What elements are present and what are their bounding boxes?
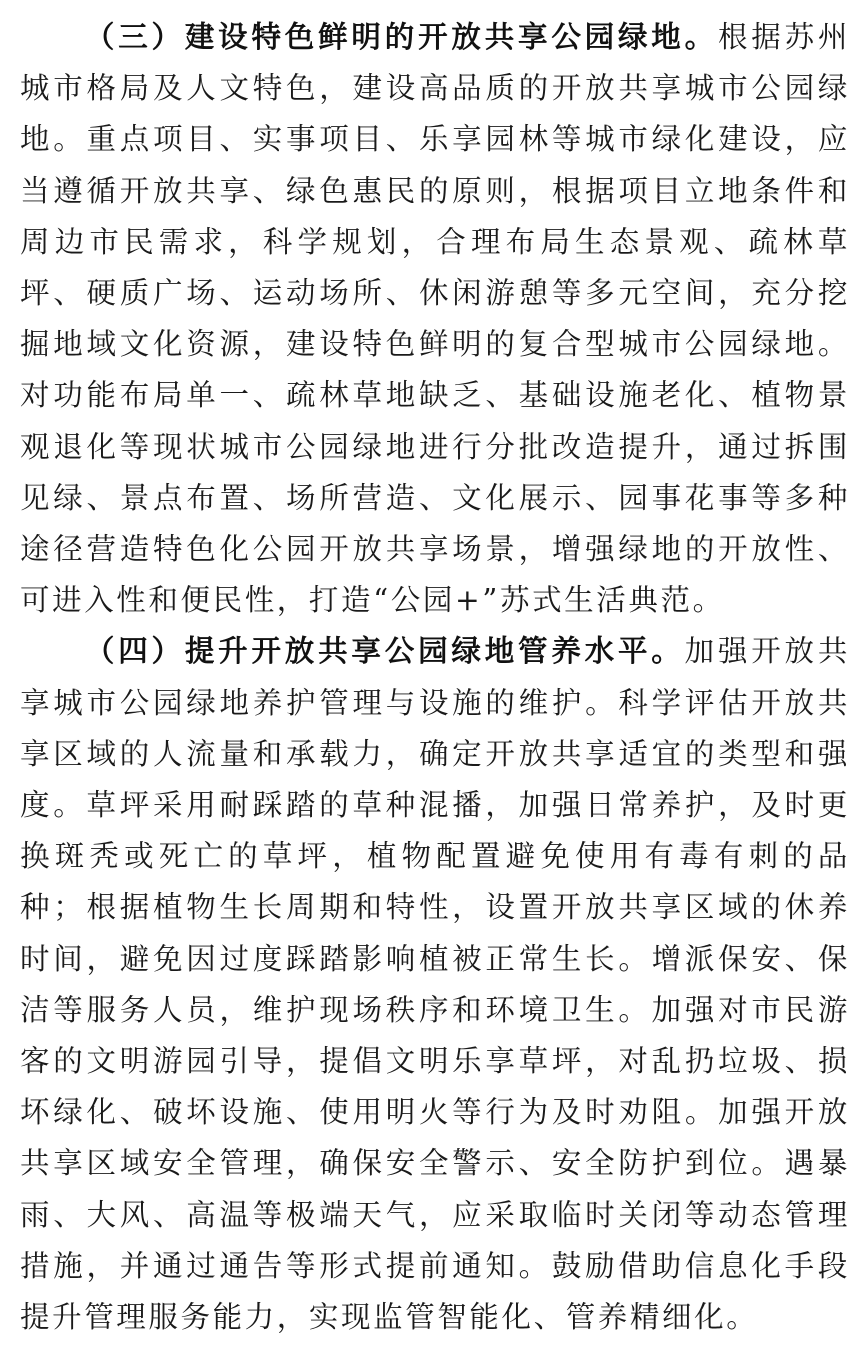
- section-3-body: 根据苏州城市格局及人文特色，建设高品质的开放共享城市公园绿地。重点项目、实事项目、乐享园林等城市绿化建设，应当遵循开放共享、绿色惠民的原则，根据项目立地条件和周边市民需求，科学规划，合理布局生态景观、疏林草坪、硬质广场、运动场所、休闲游憩等多元空间，充分挖掘地域文化资源，建设特色鲜明的复合型城市公园绿地。对功能布局单一、疏林草地缺乏、基础设施老化、植物景观退化等现状城市公园绿地进行分批改造提升，通过拆围见绿、景点布置、场所营造、文化展示、园事花事等多种途径营造特色化公园开放共享场景，增强绿地的开放性、可进入性和便民性，打造“公园+”苏式生活典范。: [20, 20, 850, 618]
- section-3-heading: （三）建设特色鲜明的开放共享公园绿地。: [84, 20, 718, 54]
- section-4-heading: （四）提升开放共享公园绿地管养水平。: [84, 634, 685, 669]
- section-4-body: 加强开放共享城市公园绿地养护管理与设施的维护。科学评估开放共享区域的人流量和承载力，确定开放共享适宜的类型和强度。草坪采用耐踩踏的草种混播，加强日常养护，及时更换斑秃或死亡的草坪，植物配置避免使用有毒有刺的品种；根据植物生长周期和特性，设置开放共享区域的休养时间，避免因过度踩踏影响植被正常生长。增派保安、保洁等服务人员，维护现场秩序和环境卫生。加强对市民游客的文明游园引导，提倡文明乐享草坪，对乱扔垃圾、损坏绿化、破坏设施、使用明火等行为及时劝阻。加强开放共享区域安全管理，确保安全警示、安全防护到位。遇暴雨、大风、高温等极端天气，应采取临时关闭等动态管理措施，并通过通告等形式提前通知。鼓励借助信息化手段提升管理服务能力，实现监管智能化、管养精细化。: [20, 634, 850, 1335]
- paragraph-section-4: [20, 626, 850, 1343]
- paragraph-section-3: [20, 12, 850, 626]
- document-page: [20, 12, 850, 1343]
